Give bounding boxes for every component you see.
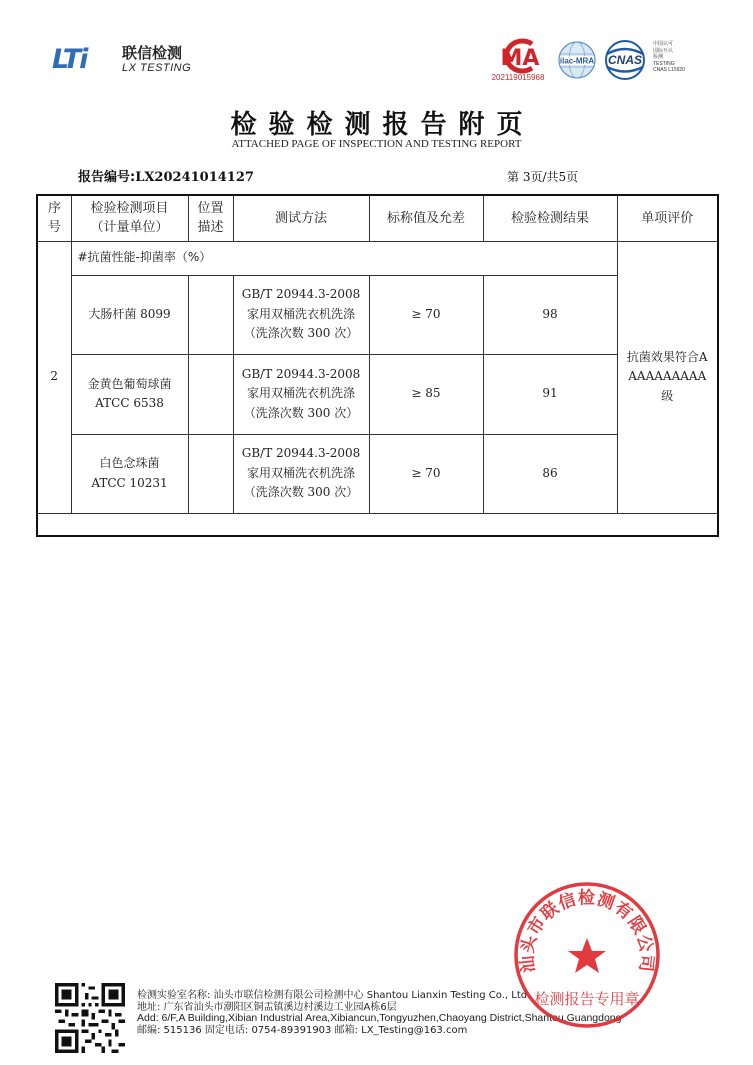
header-nominal: 标称值及允差 — [369, 195, 483, 241]
item-cell: 金黄色葡萄球菌ATCC 6538 — [71, 354, 188, 434]
page-title: 检验检测报告附页 — [230, 110, 535, 140]
method-cell: GB/T 20944.3-2008 家用双桶洗衣机洗涤（洗涤次数 300 次） — [233, 354, 369, 434]
seq-cell: 2 — [37, 241, 71, 513]
cnas-line: TESTING — [653, 60, 675, 67]
footer-address-en: Add: 6/F,A Building,Xibian Industrial Area,Xibiancun,Tongyuzhen,Chaoyang District,Shantou,Guangdong — [137, 1012, 622, 1025]
footer-contact: 邮编: 515136 固定电话: 0754-89391903 邮箱: LX_Testing@163.com — [137, 1024, 468, 1036]
cnas-accreditation-text — [653, 41, 713, 74]
method-cell: GB/T 20944.3-2008 家用双桶洗衣机洗涤（洗涤次数 300 次） — [233, 275, 369, 354]
page-subtitle: ATTACHED PAGE OF INSPECTION AND TESTING REPORT — [231, 138, 522, 150]
cma-logo-icon — [486, 38, 550, 74]
company-logo — [52, 40, 202, 76]
nominal-cell: ≥ 85 — [369, 354, 483, 434]
logo-chinese-name: 联信检测 — [122, 44, 183, 62]
table-header-row — [37, 195, 718, 241]
qr-code — [55, 983, 125, 1053]
nominal-cell: ≥ 70 — [369, 434, 483, 513]
position-cell — [188, 434, 233, 513]
cnas-line: 中国认可 — [653, 41, 674, 47]
logo-mark: LTi — [52, 44, 87, 75]
header-method: 测试方法 — [233, 195, 369, 241]
result-cell: 98 — [483, 275, 617, 354]
qr-code-icon — [55, 983, 125, 1053]
cma-number: 202119015968 — [491, 73, 545, 82]
official-seal — [512, 880, 662, 1030]
seal-icon — [512, 880, 662, 1030]
ilac-globe-icon — [557, 40, 597, 80]
method-cell: GB/T 20944.3-2008 家用双桶洗衣机洗涤（洗涤次数 300 次） — [233, 434, 369, 513]
empty-cell — [37, 513, 718, 536]
cnas-label: CNAS — [607, 53, 643, 67]
cnas-line: CNAS L15920 — [653, 67, 685, 74]
item-cell: 白色念珠菌ATCC 10231 — [71, 434, 188, 513]
evaluation-cell: 抗菌效果符合AAAAAAAAAA级 — [617, 241, 718, 513]
results-table — [36, 194, 717, 537]
nominal-cell: ≥ 70 — [369, 275, 483, 354]
footer-address-cn: 地址: 广东省汕头市潮阳区铜盂镇溪边村溪边工业园A栋6层 — [137, 1001, 397, 1013]
cma-mark — [486, 38, 550, 84]
report-number-value: LX20241014127 — [135, 170, 254, 185]
cnas-line: 国际互认 — [653, 47, 674, 54]
page-indicator: 第 3页/共5页 — [507, 170, 579, 184]
logo-english-name: LX TESTING — [122, 62, 192, 74]
position-cell — [188, 275, 233, 354]
seal-bottom-text: 检测报告专用章 — [534, 990, 640, 1008]
table-row — [37, 354, 718, 434]
report-number-label: 报告编号: — [78, 170, 136, 185]
header-result: 检验检测结果 — [483, 195, 617, 241]
item-cell: 大肠杆菌 8099 — [71, 275, 188, 354]
section-title: #抗菌性能-抑菌率（%） — [71, 241, 617, 275]
position-cell — [188, 354, 233, 434]
ilac-mra-logo — [557, 40, 597, 80]
cnas-logo — [603, 40, 647, 80]
seal-ring-text: 汕头市联信检测有限公司 — [517, 888, 657, 974]
seal-star-icon — [568, 938, 606, 973]
result-cell: 91 — [483, 354, 617, 434]
footer-lab-name: 检测实验室名称: 汕头市联信检测有限公司检测中心 Shantou Lianxin Testing Co., Ltd. — [137, 990, 531, 1001]
empty-row — [37, 513, 718, 536]
header-seq: 序号 — [37, 195, 71, 241]
header-position: 位置描述 — [188, 195, 233, 241]
result-cell: 86 — [483, 434, 617, 513]
report-number — [78, 166, 254, 185]
section-row — [37, 241, 718, 275]
table-row — [37, 275, 718, 354]
cnas-line: 检测 — [653, 54, 664, 61]
cnas-logo-icon — [603, 40, 647, 80]
header-item: 检验检测项目（计量单位） — [71, 195, 188, 241]
ma-letters: MA — [500, 46, 540, 71]
table-row — [37, 434, 718, 513]
ilac-label: ilac-MRA — [559, 56, 595, 66]
header-evaluation: 单项评价 — [617, 195, 718, 241]
